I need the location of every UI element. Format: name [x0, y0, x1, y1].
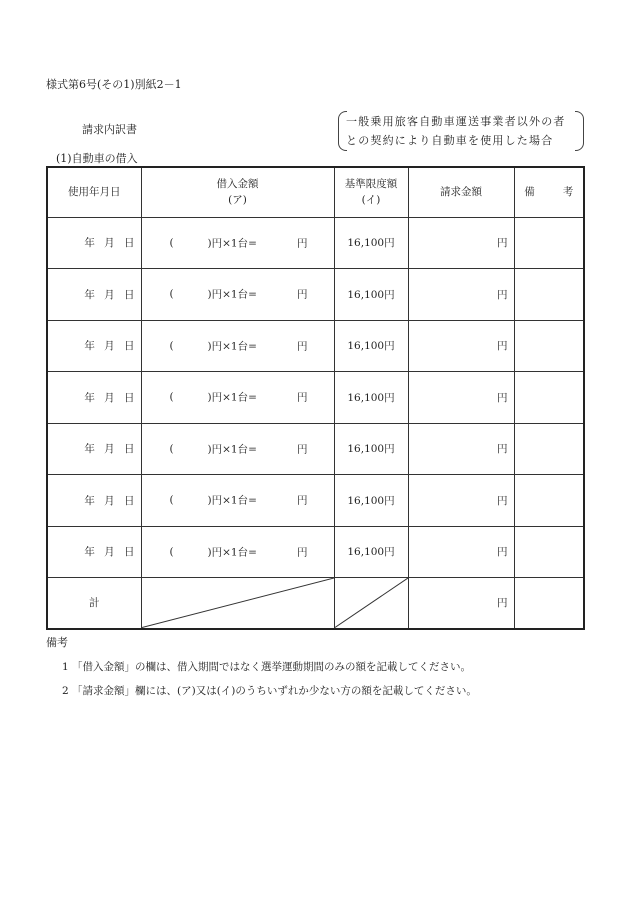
remarks-cell[interactable]: [514, 372, 584, 424]
limit-amount-cell: 16,100円: [334, 320, 408, 372]
loan-open-paren: (: [169, 288, 174, 301]
diagonal-line: [142, 578, 334, 628]
document-title: 請求内訳書: [82, 123, 137, 136]
total-claim-cell[interactable]: 円: [408, 578, 514, 629]
loan-expression: )円×1台=: [207, 494, 257, 507]
vehicle-rental-table: [46, 166, 585, 630]
notes-title: 備考: [46, 636, 68, 649]
loan-amount-cell[interactable]: [141, 320, 334, 372]
table-header-row: [47, 167, 584, 217]
table-row: [47, 269, 584, 321]
note-item-1: 1 「借入金額」の欄は、借入期間ではなく選挙運動期間のみの額を記載してください。: [62, 661, 472, 673]
header-loan-mark: (ア): [228, 194, 247, 207]
remarks-cell[interactable]: [514, 475, 584, 527]
limit-amount-cell: 16,100円: [334, 526, 408, 578]
claim-amount-cell[interactable]: 円: [408, 475, 514, 527]
header-date: 使用年月日: [47, 167, 141, 217]
header-loan-amount: [141, 167, 334, 217]
loan-amount-cell[interactable]: [141, 475, 334, 527]
limit-amount-cell: 16,100円: [334, 423, 408, 475]
section-title: (1)自動車の借入: [56, 152, 138, 165]
table-row: [47, 372, 584, 424]
table-row: [47, 526, 584, 578]
header-limit-mark: (イ): [361, 194, 381, 207]
header-limit-label: 基準限度額: [344, 178, 398, 191]
total-row: [47, 578, 584, 629]
total-limit-cell-crossed: [334, 578, 408, 629]
table-row: [47, 217, 584, 269]
loan-expression: )円×1台=: [207, 546, 257, 559]
applicability-line-2: との契約により自動車を使用した場合: [346, 134, 554, 147]
date-cell[interactable]: 年 月 日: [47, 217, 141, 269]
diagonal-line: [335, 578, 408, 628]
loan-yen-unit: 円: [297, 237, 308, 250]
limit-amount-cell: 16,100円: [334, 475, 408, 527]
total-remarks-cell[interactable]: [514, 578, 584, 629]
loan-open-paren: (: [169, 236, 174, 249]
header-remarks-char-2: 考: [562, 186, 574, 199]
loan-amount-cell[interactable]: [141, 269, 334, 321]
limit-amount-cell: 16,100円: [334, 372, 408, 424]
remarks-cell[interactable]: [514, 320, 584, 372]
claim-amount-cell[interactable]: 円: [408, 372, 514, 424]
loan-open-paren: (: [169, 545, 174, 558]
claim-amount-cell[interactable]: 円: [408, 269, 514, 321]
table-row: [47, 320, 584, 372]
limit-amount-cell: 16,100円: [334, 269, 408, 321]
loan-open-paren: (: [169, 391, 174, 404]
applicability-note: [338, 111, 584, 151]
claim-amount-cell[interactable]: 円: [408, 423, 514, 475]
loan-expression: )円×1台=: [207, 288, 257, 301]
date-cell[interactable]: 年 月 日: [47, 423, 141, 475]
table-row: [47, 475, 584, 527]
loan-yen-unit: 円: [297, 443, 308, 456]
remarks-cell[interactable]: [514, 526, 584, 578]
loan-yen-unit: 円: [297, 288, 308, 301]
loan-yen-unit: 円: [297, 340, 308, 353]
remarks-cell[interactable]: [514, 269, 584, 321]
applicability-line-1: 一般乗用旅客自動車運送事業者以外の者: [346, 115, 566, 128]
table-row: [47, 423, 584, 475]
header-limit-amount: [334, 167, 408, 217]
limit-amount-cell: 16,100円: [334, 217, 408, 269]
date-cell[interactable]: 年 月 日: [47, 320, 141, 372]
remarks-cell[interactable]: [514, 423, 584, 475]
loan-amount-cell[interactable]: [141, 372, 334, 424]
remarks-cell[interactable]: [514, 217, 584, 269]
loan-expression: )円×1台=: [207, 340, 257, 353]
loan-expression: )円×1台=: [207, 443, 257, 456]
loan-amount-cell[interactable]: [141, 217, 334, 269]
date-cell[interactable]: 年 月 日: [47, 526, 141, 578]
total-label: 計: [47, 578, 141, 629]
loan-yen-unit: 円: [297, 391, 308, 404]
note-item-2: 2 「請求金額」欄には、(ア)又は(イ)のうちいずれか少ない方の額を記載してください。: [62, 685, 477, 697]
date-cell[interactable]: 年 月 日: [47, 269, 141, 321]
loan-expression: )円×1台=: [207, 237, 257, 250]
header-loan-label: 借入金額: [216, 178, 259, 191]
loan-yen-unit: 円: [297, 546, 308, 559]
date-cell[interactable]: 年 月 日: [47, 475, 141, 527]
loan-yen-unit: 円: [297, 494, 308, 507]
header-remarks-char-1: 備: [524, 186, 535, 199]
claim-amount-cell[interactable]: 円: [408, 320, 514, 372]
loan-open-paren: (: [169, 339, 174, 352]
loan-amount-cell[interactable]: [141, 423, 334, 475]
loan-amount-cell[interactable]: [141, 526, 334, 578]
header-remarks: [514, 167, 584, 217]
loan-open-paren: (: [169, 494, 174, 507]
total-loan-cell-crossed: [141, 578, 334, 629]
claim-amount-cell[interactable]: 円: [408, 217, 514, 269]
claim-amount-cell[interactable]: 円: [408, 526, 514, 578]
loan-expression: )円×1台=: [207, 391, 257, 404]
right-bracket: [575, 111, 584, 151]
date-cell[interactable]: 年 月 日: [47, 372, 141, 424]
loan-open-paren: (: [169, 442, 174, 455]
form-number: 様式第6号(その1)別紙2－1: [46, 78, 182, 91]
header-claim-amount: 請求金額: [408, 167, 514, 217]
